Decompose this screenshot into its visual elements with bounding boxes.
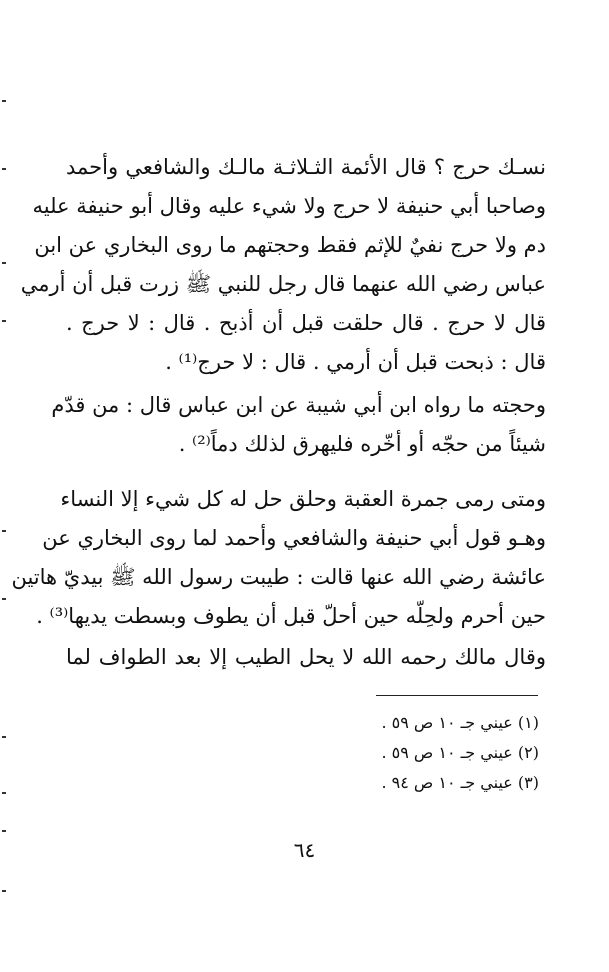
text-line: عباس رضي الله عنهما قال رجل للنبي ﷺ زرت قبل أن أرمي bbox=[20, 272, 546, 296]
scan-mark bbox=[2, 890, 6, 892]
scan-mark bbox=[2, 262, 6, 264]
footnote-1: (١) عيني جـ ١٠ ص ٥٩ . bbox=[381, 713, 539, 732]
scan-mark bbox=[2, 168, 6, 170]
paragraph-2 bbox=[51, 386, 546, 464]
text-line: ومتى رمى جمرة العقبة وحلق حل له كل شيء إلا النساء bbox=[60, 487, 546, 511]
text-line: عائشة رضي الله عنها قالت : طيبت رسول الله ﷺ بيديّ هاتين bbox=[11, 565, 546, 589]
paragraph-3 bbox=[11, 480, 546, 636]
scan-mark bbox=[2, 598, 6, 600]
text-line: شيئاً من حجّه أو أخّره فليهرق لذلك دماً⁽²⁾ . bbox=[178, 432, 546, 456]
paragraph-4 bbox=[66, 638, 546, 677]
text-line: وصاحبا أبي حنيفة لا حرج ولا شيء عليه وقال أبو حنيفة عليه bbox=[32, 194, 546, 218]
page-number: ٦٤ bbox=[293, 838, 316, 862]
scan-mark bbox=[2, 736, 6, 738]
text-line: حين أحرم ولحِلّه حين أحلّ قبل أن يطوف وبسطت يديها⁽³⁾ . bbox=[36, 604, 546, 628]
text-line: وهـو قول أبي حنيفة والشافعي وأحمد لما روى البخاري عن bbox=[42, 526, 546, 550]
footnote-rule bbox=[376, 695, 538, 696]
scan-mark bbox=[2, 792, 6, 794]
paragraph-1 bbox=[20, 148, 546, 382]
footnote-3: (٣) عيني جـ ١٠ ص ٩٤ . bbox=[381, 773, 539, 792]
text-line: وحجته ما رواه ابن أبي شيبة عن ابن عباس قال : من قدّم bbox=[51, 393, 546, 417]
scan-mark bbox=[2, 320, 6, 322]
text-line: دم ولا حرج نفيٌ للإثم فقط وحجتهم ما روى البخاري عن ابن bbox=[34, 233, 546, 257]
text-line: وقال مالك رحمه الله لا يحل الطيب إلا بعد الطواف لما bbox=[66, 645, 546, 669]
text-line: قال لا حرج . قال حلقت قبل أن أذبح . قال : لا حرج . bbox=[66, 311, 546, 335]
scan-mark bbox=[2, 530, 6, 532]
text-line: قال : ذبحت قبل أن أرمي . قال : لا حرج⁽¹⁾ . bbox=[165, 350, 546, 374]
scan-mark bbox=[2, 100, 6, 102]
scan-mark bbox=[2, 830, 6, 832]
text-line: نسـك حرج ؟ قال الأئمة الثـلاثـة مالـك والشافعي وأحمد bbox=[66, 155, 546, 179]
footnote-2: (٢) عيني جـ ١٠ ص ٥٩ . bbox=[381, 743, 539, 762]
